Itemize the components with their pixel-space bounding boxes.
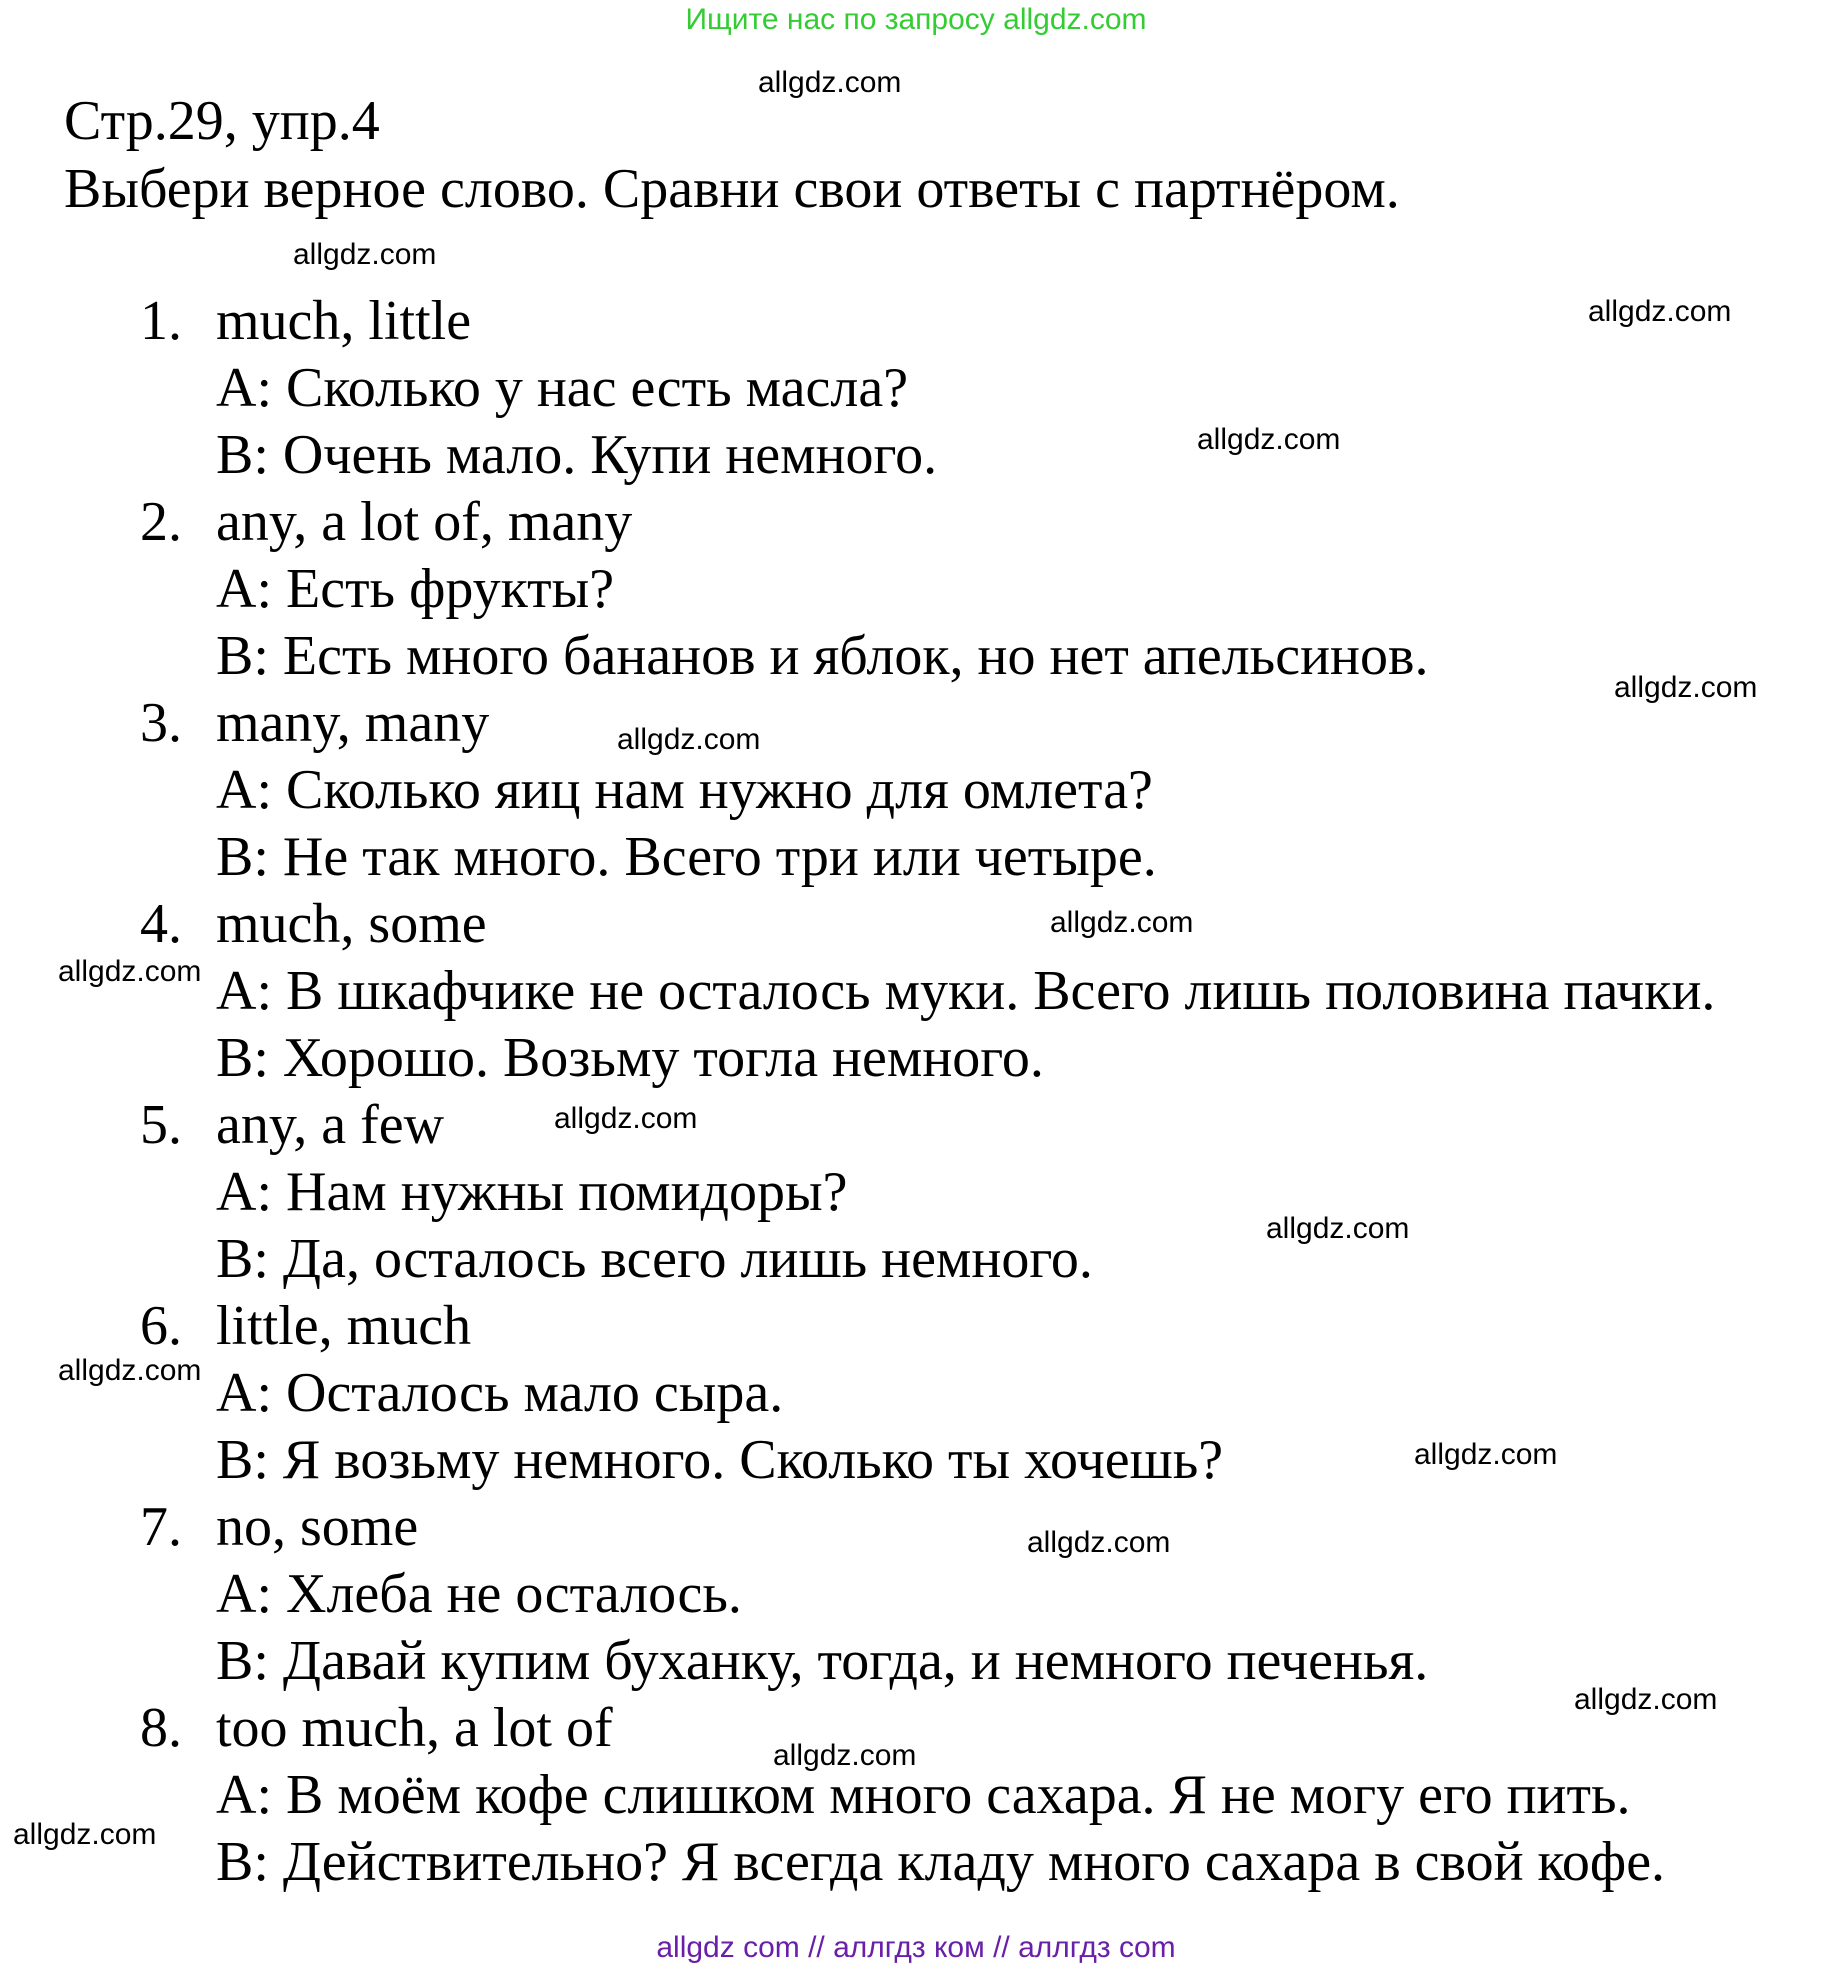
answer-item-5-line-b (0, 1226, 1832, 1293)
item-words: too much, a lot of (216, 1697, 613, 1759)
page-title: Стр.29, упр.4 (64, 90, 380, 152)
answer-item-7-line-b (0, 1628, 1832, 1695)
dialogue-line-a: A: Осталось мало сыра. (216, 1362, 784, 1424)
watermark: allgdz.com (1414, 1438, 1558, 1471)
item-number: 8. (140, 1697, 182, 1759)
item-number: 7. (140, 1496, 182, 1558)
item-number: 3. (140, 692, 182, 754)
answer-item-7-words (0, 1494, 1832, 1561)
item-number: 4. (140, 893, 182, 955)
dialogue-line-b: B: Хорошо. Возьму тогла немного. (216, 1027, 1044, 1089)
watermark: allgdz.com (1588, 295, 1732, 328)
dialogue-line-a: A: Сколько яиц нам нужно для омлета? (216, 759, 1153, 821)
dialogue-line-b: B: Да, осталось всего лишь немного. (216, 1228, 1093, 1290)
answer-item-1-line-b (0, 422, 1832, 489)
answer-item-4-line-a (0, 958, 1832, 1025)
item-number: 5. (140, 1094, 182, 1156)
dialogue-line-b: B: Не так много. Всего три или четыре. (216, 826, 1157, 888)
watermark: allgdz.com (773, 1739, 917, 1772)
answer-item-5-words (0, 1092, 1832, 1159)
exercise-instruction: Выбери верное слово. Сравни свои ответы с партнёром. (64, 158, 1400, 220)
answer-item-2-words (0, 489, 1832, 556)
watermark: allgdz.com (58, 1354, 202, 1387)
answer-item-1-line-a (0, 355, 1832, 422)
answer-item-3-line-b (0, 824, 1832, 891)
item-words: little, much (216, 1295, 472, 1357)
item-number: 6. (140, 1295, 182, 1357)
dialogue-line-a: A: Нам нужны помидоры? (216, 1161, 848, 1223)
watermark: allgdz.com (1027, 1526, 1171, 1559)
answer-item-6-line-a (0, 1360, 1832, 1427)
answer-item-3-words (0, 690, 1832, 757)
item-words: many, many (216, 692, 490, 754)
watermark: allgdz.com (1614, 671, 1758, 704)
answer-item-7-line-a (0, 1561, 1832, 1628)
dialogue-line-b: B: Действительно? Я всегда кладу много сахара в свой кофе. (216, 1831, 1666, 1893)
answer-item-4-words (0, 891, 1832, 958)
answer-item-8-line-b (0, 1829, 1832, 1896)
answer-list (0, 288, 1832, 1896)
item-words: much, little (216, 290, 472, 352)
answer-item-5-line-a (0, 1159, 1832, 1226)
answer-item-3-line-a (0, 757, 1832, 824)
dialogue-line-a: A: В моём кофе слишком много сахара. Я не могу его пить. (216, 1764, 1631, 1826)
dialogue-line-a: A: В шкафчике не осталось муки. Всего лишь половина пачки. (216, 960, 1716, 1022)
top-banner: Ищите нас по запросу allgdz.com (685, 3, 1147, 36)
dialogue-line-a: A: Сколько у нас есть масла? (216, 357, 909, 419)
dialogue-line-a: A: Хлеба не осталось. (216, 1563, 742, 1625)
item-words: no, some (216, 1496, 419, 1558)
watermark: allgdz.com (1574, 1683, 1718, 1716)
answer-item-1-words (0, 288, 1832, 355)
item-number: 1. (140, 290, 182, 352)
watermark: allgdz.com (1197, 423, 1341, 456)
watermark: allgdz.com (58, 955, 202, 988)
footer-watermark: allgdz com // аллгдз ком // аллгдз com (656, 1931, 1176, 1964)
dialogue-line-b: B: Есть много бананов и яблок, но нет апельсинов. (216, 625, 1429, 687)
watermark: allgdz.com (1266, 1212, 1410, 1245)
watermark: allgdz.com (758, 66, 902, 99)
answer-item-4-line-b (0, 1025, 1832, 1092)
answer-item-2-line-a (0, 556, 1832, 623)
watermark: allgdz.com (293, 238, 437, 271)
item-number: 2. (140, 491, 182, 553)
dialogue-line-b: B: Я возьму немного. Сколько ты хочешь? (216, 1429, 1224, 1491)
dialogue-line-b: B: Очень мало. Купи немного. (216, 424, 938, 486)
watermark: allgdz.com (13, 1818, 157, 1851)
answer-item-2-line-b (0, 623, 1832, 690)
item-words: any, a few (216, 1094, 445, 1156)
watermark: allgdz.com (617, 723, 761, 756)
item-words: any, a lot of, many (216, 491, 633, 553)
answer-item-6-words (0, 1293, 1832, 1360)
watermark: allgdz.com (1050, 906, 1194, 939)
item-words: much, some (216, 893, 487, 955)
dialogue-line-a: A: Есть фрукты? (216, 558, 615, 620)
dialogue-line-b: B: Давай купим буханку, тогда, и немного печенья. (216, 1630, 1429, 1692)
watermark: allgdz.com (554, 1102, 698, 1135)
